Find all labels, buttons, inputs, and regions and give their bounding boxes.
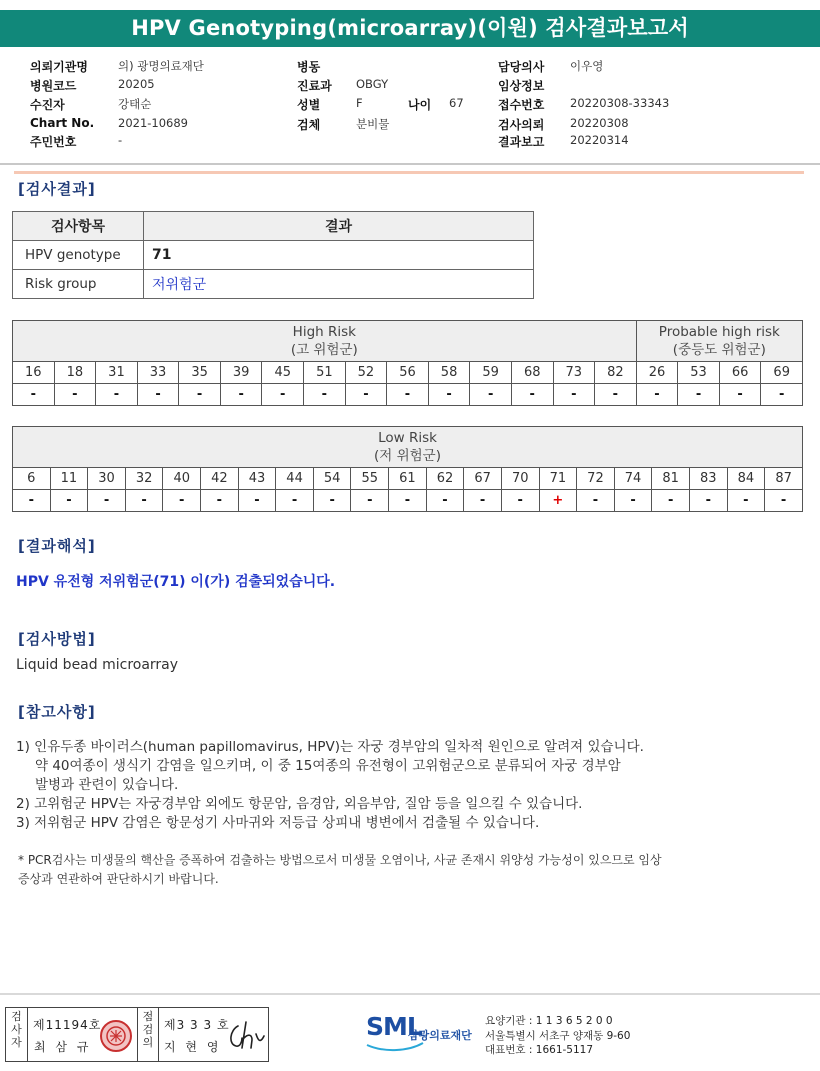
genotype-result-cell: - [304, 384, 346, 406]
table-row [13, 270, 534, 299]
genotype-result-cell: - [262, 384, 304, 406]
genotype-cell: 55 [351, 468, 389, 490]
requester-label: 의뢰기관명 [30, 60, 88, 74]
chart-no-label: Chart No. [30, 116, 95, 130]
genotype-result-cell: - [88, 490, 126, 512]
genotype-result-cell: - [179, 384, 221, 406]
genotype-cell: 66 [719, 362, 761, 384]
signature-icon [224, 1016, 268, 1056]
genotype-cell: 70 [501, 468, 539, 490]
genotype-result-cell: - [501, 490, 539, 512]
note-2: 2) 고위험군 HPV는 자궁경부암 외에도 항문암, 음경암, 외음부암, 질암 등을 일으킬 수 있습니다. [16, 796, 583, 812]
genotype-cell: 30 [88, 468, 126, 490]
genotype-cell: 53 [678, 362, 720, 384]
genotype-result-cell: - [125, 490, 163, 512]
genotype-cell: 42 [201, 468, 239, 490]
genotype-cell: 26 [636, 362, 678, 384]
genotype-result-cell: - [137, 384, 179, 406]
note-3: 3) 저위험군 HPV 감염은 항문성기 사마귀와 저등급 상피내 병변에서 검출될 수 있습니다. [16, 815, 540, 831]
genotype-result-cell: - [765, 490, 803, 512]
genotype-cell: 84 [727, 468, 765, 490]
request-date-value: 20220308 [570, 116, 629, 130]
risk-group-label: Risk group [13, 270, 144, 299]
reviewer-vertical-label [137, 1008, 159, 1061]
request-date-label: 검사의뢰 [498, 118, 545, 132]
genotype-result-cell: - [727, 490, 765, 512]
genotype-cell: 44 [276, 468, 314, 490]
reviewer-license-no: 제3 3 3 호 [164, 1018, 230, 1032]
genotype-result-cell: - [511, 384, 553, 406]
genotype-cell: 61 [389, 468, 427, 490]
note-1-line-3: 발병과 관련이 있습니다. [35, 777, 179, 793]
age-value: 67 [449, 96, 464, 110]
footnote-line-1: * PCR검사는 미생물의 핵산을 증폭하여 검출하는 방법으로서 미생물 오염이나, 사균 존재시 위양성 가능성이 있으므로 임상 [18, 853, 662, 867]
specimen-label: 검체 [297, 118, 321, 132]
institution-code: 요양기관 : 1 1 3 6 5 2 0 0 [485, 1015, 613, 1027]
method-text: Liquid bead microarray [16, 657, 179, 673]
patient-name-value: 강태순 [118, 97, 152, 111]
genotype-cell: 73 [553, 362, 595, 384]
genotype-result-cell: - [428, 384, 470, 406]
examiner-label: 검 사 자 [11, 1010, 22, 1049]
interpretation-section-title: [결과해석] [18, 537, 96, 555]
low-risk-results-row [13, 490, 803, 512]
patient-info [0, 52, 820, 165]
department-value: OBGY [356, 77, 389, 91]
genotype-result-cell: - [13, 490, 51, 512]
chart-no-value: 2021-10689 [118, 116, 188, 130]
high-risk-types-row [13, 362, 803, 384]
method-section-title: [검사방법] [18, 630, 96, 648]
report-title: HPV Genotyping(microarray)(이원) 검사결과보고서 [0, 10, 820, 47]
genotype-cell: 72 [577, 468, 615, 490]
genotype-result-cell: - [201, 490, 239, 512]
genotype-cell: 71 [539, 468, 577, 490]
notes-section-title: [참고사항] [18, 703, 96, 721]
institution-phone: 대표번호 : 1661-5117 [485, 1044, 594, 1056]
genotype-result-cell: - [220, 384, 262, 406]
requester-value: 의) 광명의료재단 [118, 59, 204, 73]
reviewer-label: 점 검 의 [142, 1010, 154, 1049]
hospital-code-value: 20205 [118, 77, 155, 91]
genotype-result-cell: - [426, 490, 464, 512]
high-risk-results-row [13, 384, 803, 406]
sex-label: 성별 [297, 98, 321, 112]
signature-box [5, 1007, 269, 1062]
table-row [13, 241, 534, 270]
genotype-cell: 69 [761, 362, 803, 384]
pcr-footnote [18, 851, 798, 889]
genotype-cell: 62 [426, 468, 464, 490]
doctor-value: 이우영 [570, 59, 604, 73]
genotype-label: HPV genotype [13, 241, 144, 270]
section-divider [14, 171, 804, 174]
genotype-cell: 33 [137, 362, 179, 384]
genotype-cell: 58 [428, 362, 470, 384]
genotype-cell: 68 [511, 362, 553, 384]
note-1-line-2: 약 40여종이 생식기 감염을 일으키며, 이 중 15여종의 유전형이 고위험군으로 분류되어 자궁 경부암 [35, 758, 621, 774]
clinical-info-label: 임상정보 [498, 79, 545, 93]
genotype-result-cell: - [678, 384, 720, 406]
result-header-result: 결과 [144, 212, 534, 241]
doctor-label: 담당의사 [498, 60, 545, 74]
genotype-result-cell: - [464, 490, 502, 512]
genotype-cell: 74 [614, 468, 652, 490]
interpretation-text: HPV 유전형 저위험군(71) 이(가) 검출되었습니다. [16, 574, 336, 590]
sml-logo-text: SML [366, 1012, 422, 1041]
genotype-result-cell: - [389, 490, 427, 512]
specimen-value: 분비물 [356, 117, 390, 131]
genotype-result-cell: - [387, 384, 429, 406]
genotype-cell: 56 [387, 362, 429, 384]
genotype-cell: 43 [238, 468, 276, 490]
low-risk-table [12, 426, 803, 512]
note-1-line-1: 1) 인유두종 바이러스(human papillomavirus, HPV)는 자궁 경부암의 일차적 원인으로 알려져 있습니다. [16, 739, 644, 755]
genotype-result-cell: - [276, 490, 314, 512]
genotype-result-cell: - [96, 384, 138, 406]
patient-name-label: 수진자 [30, 98, 65, 112]
genotype-cell: 82 [595, 362, 637, 384]
genotype-cell: 6 [13, 468, 51, 490]
result-header-item: 검사항목 [13, 212, 144, 241]
result-table [12, 211, 534, 299]
probable-risk-title: Probable high risk [658, 324, 780, 340]
notes-list [16, 738, 644, 833]
ward-label: 병동 [297, 60, 321, 74]
genotype-result-cell: - [719, 384, 761, 406]
resident-no-label: 주민번호 [30, 135, 77, 149]
genotype-cell: 59 [470, 362, 512, 384]
genotype-cell: 16 [13, 362, 55, 384]
low-risk-subtitle: (저 위험군) [374, 448, 441, 464]
receipt-no-value: 20220308-33343 [570, 96, 670, 110]
examiner-name: 최 삼 규 [34, 1040, 92, 1054]
resident-no-value: - [118, 133, 123, 147]
genotype-result-cell: - [238, 490, 276, 512]
high-risk-title: High Risk [292, 324, 356, 340]
genotype-result-cell: - [689, 490, 727, 512]
high-risk-header [13, 321, 637, 362]
sex-value: F [356, 96, 363, 110]
genotype-cell: 54 [313, 468, 351, 490]
institution-info [485, 1014, 630, 1058]
genotype-result-cell: - [614, 490, 652, 512]
examiner-vertical-label [6, 1008, 28, 1061]
genotype-result-cell: - [163, 490, 201, 512]
genotype-cell: 67 [464, 468, 502, 490]
genotype-cell: 51 [304, 362, 346, 384]
genotype-cell: 11 [50, 468, 88, 490]
seal-stamp-icon [98, 1018, 134, 1054]
probable-risk-header [636, 321, 802, 362]
genotype-result-cell: - [652, 490, 690, 512]
genotype-cell: 35 [179, 362, 221, 384]
probable-risk-subtitle: (중등도 위험군) [672, 342, 766, 358]
genotype-cell: 40 [163, 468, 201, 490]
genotype-result-cell: - [13, 384, 55, 406]
genotype-cell: 87 [765, 468, 803, 490]
genotype-result-cell: - [313, 490, 351, 512]
institution-name: 삼광의료재단 [408, 1029, 472, 1042]
high-risk-subtitle: (고 위험군) [290, 342, 358, 358]
genotype-result-cell: - [577, 490, 615, 512]
genotype-cell: 18 [54, 362, 96, 384]
low-risk-header [13, 427, 803, 468]
department-label: 진료과 [297, 79, 332, 93]
genotype-result-cell: - [351, 490, 389, 512]
genotype-result-cell: - [50, 490, 88, 512]
genotype-result-cell: - [761, 384, 803, 406]
report-date-label: 결과보고 [498, 135, 545, 149]
footer-divider [0, 993, 820, 995]
genotype-cell: 52 [345, 362, 387, 384]
result-section-title: [검사결과] [18, 180, 96, 198]
genotype-result-cell: - [54, 384, 96, 406]
footnote-line-2: 증상과 연관하여 판단하시기 바랍니다. [18, 872, 219, 886]
hospital-code-label: 병원코드 [30, 79, 77, 93]
reviewer-name: 지 현 영 [164, 1040, 222, 1054]
genotype-result-cell: - [345, 384, 387, 406]
low-risk-title: Low Risk [378, 430, 437, 446]
genotype-result-positive: + [539, 490, 577, 512]
genotype-cell: 81 [652, 468, 690, 490]
risk-group-value: 저위험군 [144, 270, 534, 299]
low-risk-types-row [13, 468, 803, 490]
age-label: 나이 [408, 98, 432, 112]
genotype-cell: 45 [262, 362, 304, 384]
institution-address: 서울특별시 서초구 양재동 9-60 [485, 1029, 631, 1042]
genotype-result-cell: - [595, 384, 637, 406]
genotype-cell: 32 [125, 468, 163, 490]
examiner-license-no: 제11194호 [33, 1018, 102, 1032]
genotype-result-cell: - [470, 384, 512, 406]
genotype-cell: 83 [689, 468, 727, 490]
genotype-result-cell: - [636, 384, 678, 406]
genotype-value: 71 [144, 241, 534, 270]
receipt-no-label: 접수번호 [498, 98, 545, 112]
genotype-result-cell: - [553, 384, 595, 406]
high-risk-table [12, 320, 803, 406]
report-date-value: 20220314 [570, 133, 629, 147]
genotype-cell: 31 [96, 362, 138, 384]
genotype-cell: 39 [220, 362, 262, 384]
